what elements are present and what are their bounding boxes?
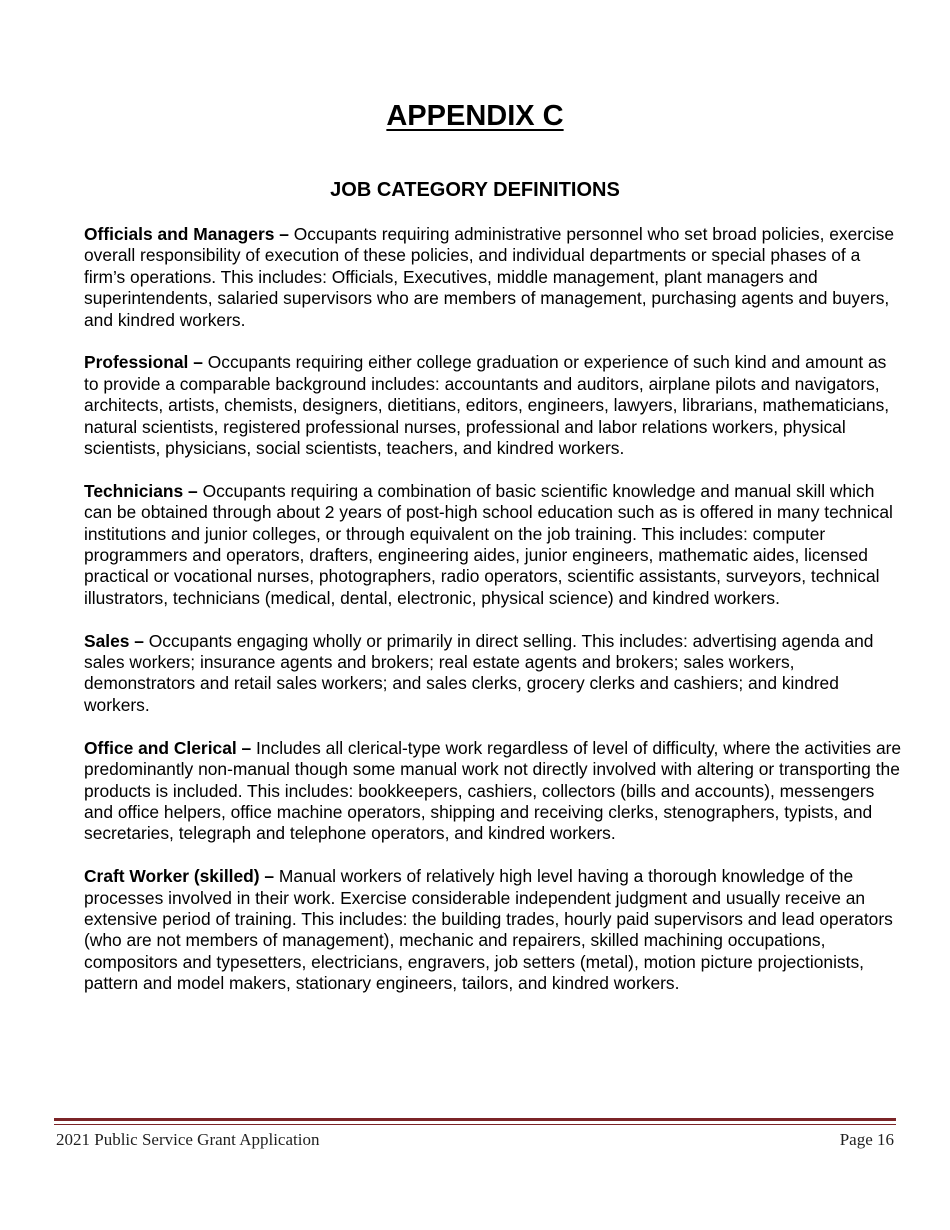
footer-document-title: 2021 Public Service Grant Application xyxy=(56,1130,320,1149)
definition-text: Manual workers of relatively high level having a thorough knowledge of the processes involved in their work. Exercise considerable independent judgment and usually receive an extensive period of training. This includes: the building trades, hourly paid supervisors and lead operators (who are not members of management), mechanic and repairers, skilled machining occupations, compositors and typesetters, electricians, engravers, job setters (metal), motion picture projectionists, pattern and model makers, stationary engineers, tailors, and kindred workers. xyxy=(84,866,893,994)
definitions-list xyxy=(84,224,902,1016)
definition-term: Officials and Managers – xyxy=(84,224,289,244)
definition-sales xyxy=(84,631,902,717)
definition-text: Occupants requiring administrative personnel who set broad policies, exercise overall responsibility of execution of these policies, and individual departments or special phases of a firm’s operations. This includes: Officials, Executives, middle management, plant managers and superintendents, salaried supervisors who are members of management, purchasing agents and buyers, and kindred workers. xyxy=(84,224,895,330)
definition-text: Includes all clerical-type work regardless of level of difficulty, where the activities are predominantly non-manual though some manual work not directly involved with altering or transporting the products is included. This includes: bookkeepers, cashiers, collectors (bills and accounts), messengers and office helpers, office machine operators, shipping and receiving clerks, stenographers, typists, and secretaries, telegraph and telephone operators, and kindred workers. xyxy=(84,737,902,844)
definition-technicians xyxy=(84,481,902,609)
footer-rule xyxy=(54,1118,896,1121)
definition-text: Occupants requiring either college graduation or experience of such kind and amount as to provide a comparable background includes: accountants and auditors, airplane pilots and navigators, architects, artists, chemists, designers, dietitians, editors, engineers, lawyers, librarians, mathematicians, natural scientists, registered professional nurses, professional and labor relations workers, physical scientists, physicians, social scientists, teachers, and kindred workers. xyxy=(84,352,890,459)
definition-officials-managers xyxy=(84,224,902,331)
definition-text: Occupants requiring a combination of basic scientific knowledge and manual skill which can be obtained through about 2 years of post-high school education such as is offered in many technical institutions and junior colleges, or through equivalent on the job training. This includes: computer programmers and operators, drafters, engineering aides, junior engineers, mathematic aides, licensed practical or vocational nurses, photographers, radio operators, scientific assistants, surveyors, technical illustrators, technicians (medical, dental, electronic, physical science) and kindred workers. xyxy=(84,480,893,608)
appendix-title: APPENDIX C xyxy=(386,100,564,132)
section-title: JOB CATEGORY DEFINITIONS xyxy=(330,179,620,201)
definition-craft-worker xyxy=(84,866,902,994)
definition-term: Sales – xyxy=(84,630,144,651)
definition-term: Professional – xyxy=(84,352,203,373)
definition-term: Craft Worker (skilled) – xyxy=(84,866,275,887)
definition-term: Office and Clerical – xyxy=(84,737,252,758)
footer-page-number: Page 16 xyxy=(839,1130,894,1149)
footer-rule-thin xyxy=(54,1124,896,1125)
definition-term: Technicians – xyxy=(84,480,198,501)
definition-office-clerical xyxy=(84,738,902,845)
definition-professional xyxy=(84,352,902,459)
definition-text: Occupants engaging wholly or primarily in direct selling. This includes: advertising agenda and sales workers; insurance agents and brokers; real estate agents and brokers; sales workers, demonstrators and retail sales workers; and sales clerks, grocery clerks and cashiers; and kindred workers. xyxy=(84,630,874,715)
